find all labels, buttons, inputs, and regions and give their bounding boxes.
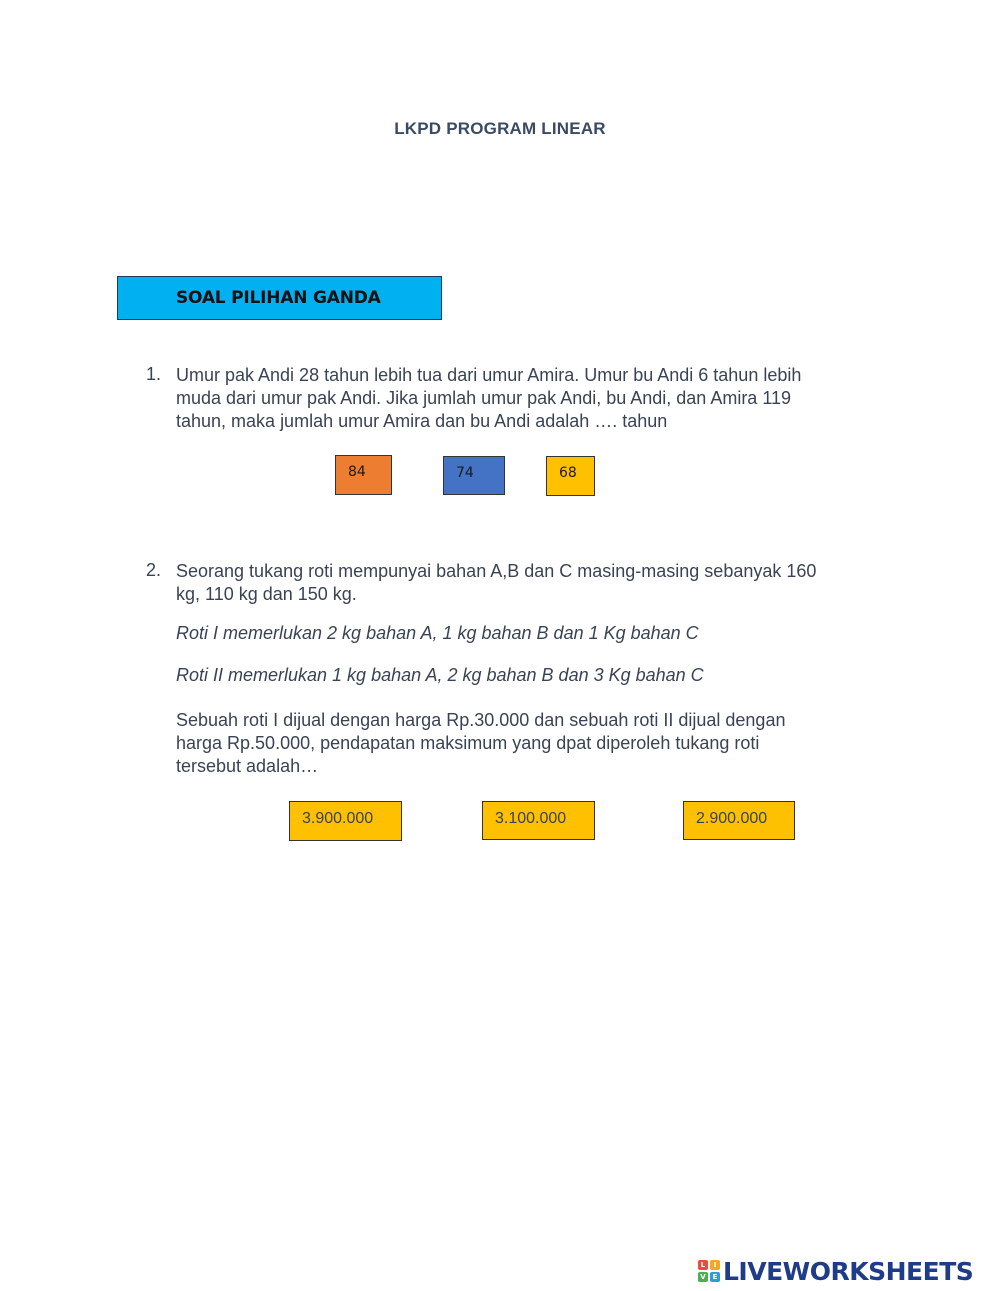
question-2-closing-line: Sebuah roti I dijual dengan harga Rp.30.000 dan sebuah roti II dijual dengan (176, 710, 786, 730)
question-1-line: tahun, maka jumlah umur Amira dan bu Andi adalah …. tahun (176, 411, 668, 431)
answer-option-label: 84 (348, 464, 366, 480)
answer-option-2900000[interactable] (683, 801, 795, 840)
answer-option-label: 2.900.000 (696, 810, 768, 827)
answer-option-label: 3.100.000 (495, 810, 567, 827)
answer-option-68[interactable] (546, 456, 595, 496)
question-1-text (176, 364, 886, 433)
question-2-line: Seorang tukang roti mempunyai bahan A,B dan C masing-masing sebanyak 160 (176, 561, 817, 581)
answer-option-label: 74 (456, 465, 474, 481)
question-2-closing-line: harga Rp.50.000, pendapatan maksimum yang dpat diperoleh tukang roti (176, 733, 760, 753)
logo-tile: I (710, 1260, 720, 1270)
logo-tile: V (698, 1272, 708, 1282)
logo-tile: E (710, 1272, 720, 1282)
answer-option-3100000[interactable] (482, 801, 595, 840)
page-title: LKPD PROGRAM LINEAR (394, 119, 606, 138)
question-2-number: 2. (146, 560, 162, 580)
section-header-label: SOAL PILIHAN GANDA (176, 288, 381, 308)
logo-tile: L (698, 1260, 708, 1270)
logo-grid-icon (698, 1260, 720, 1282)
question-2-text (176, 560, 886, 606)
question-2-closing (176, 709, 886, 778)
answer-option-84[interactable] (335, 455, 392, 495)
answer-option-74[interactable] (443, 456, 505, 495)
answer-option-label: 3.900.000 (302, 810, 374, 827)
answer-option-label: 68 (559, 465, 577, 481)
question-2-closing-line: tersebut adalah… (176, 756, 319, 776)
question-2-roti2: Roti II memerlukan 1 kg bahan A, 2 kg bahan B dan 3 Kg bahan C (176, 665, 704, 685)
liveworksheets-logo[interactable] (698, 1256, 973, 1286)
question-1-line: muda dari umur pak Andi. Jika jumlah umur pak Andi, bu Andi, dan Amira 119 (176, 388, 792, 408)
logo-text: LIVEWORKSHEETS (723, 1256, 974, 1286)
question-1-line: Umur pak Andi 28 tahun lebih tua dari umur Amira. Umur bu Andi 6 tahun lebih (176, 365, 802, 385)
question-1-number: 1. (146, 364, 162, 384)
question-2-line: kg, 110 kg dan 150 kg. (176, 584, 357, 604)
answer-option-3900000[interactable] (289, 801, 402, 841)
section-header (117, 276, 442, 320)
question-2-roti1: Roti I memerlukan 2 kg bahan A, 1 kg bahan B dan 1 Kg bahan C (176, 623, 699, 643)
